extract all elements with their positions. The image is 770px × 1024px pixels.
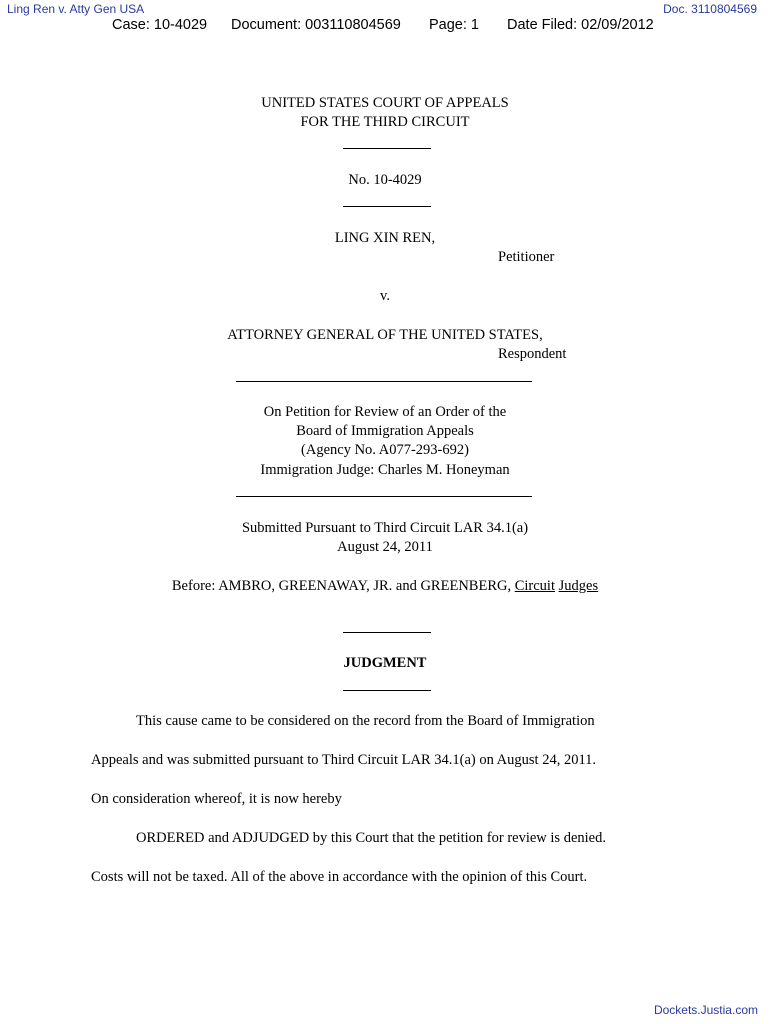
divider-rule	[343, 632, 431, 633]
panel-judges-title: Judges	[558, 578, 599, 594]
panel-judges-names: Before: AMBRO, GREENAWAY, JR. and GREENBERG,	[171, 578, 515, 594]
petition-line-1: On Petition for Review of an Order of the	[263, 404, 507, 420]
header-document-number: Document: 003110804569	[231, 17, 401, 33]
case-title-link[interactable]: Ling Ren v. Atty Gen USA	[7, 2, 145, 16]
header-case-number: Case: 10-4029	[112, 17, 208, 33]
versus: v.	[380, 288, 390, 304]
immigration-judge: Immigration Judge: Charles M. Honeyman	[260, 462, 510, 478]
divider-rule	[236, 381, 532, 382]
petitioner-name: LING XIN REN,	[334, 230, 436, 246]
respondent-name: ATTORNEY GENERAL OF THE UNITED STATES,	[227, 327, 543, 343]
divider-rule	[343, 206, 431, 207]
body-line-3: On consideration whereof, it is now hereby	[91, 791, 342, 807]
docket-number: No. 10-4029	[348, 172, 422, 188]
body-line-1: This cause came to be considered on the record from the Board of Immigration	[136, 713, 595, 729]
header-page-number: Page: 1	[429, 17, 479, 33]
costs-line: Costs will not be taxed. All of the above in accordance with the opinion of this Court.	[91, 869, 588, 885]
divider-rule	[343, 148, 431, 149]
document-number-link[interactable]: Doc. 3110804569	[663, 2, 757, 16]
court-name-line-2: FOR THE THIRD CIRCUIT	[300, 114, 470, 130]
agency-number: (Agency No. A077-293-692)	[301, 442, 469, 458]
header-date-filed: Date Filed: 02/09/2012	[507, 17, 654, 33]
submission-date: August 24, 2011	[337, 539, 433, 555]
dockets-justia-link[interactable]: Dockets.Justia.com	[653, 1003, 758, 1017]
respondent-role: Respondent	[498, 346, 567, 362]
panel-judges	[0, 577, 770, 597]
divider-rule	[343, 690, 431, 691]
court-name-line-1: UNITED STATES COURT OF APPEALS	[261, 95, 509, 111]
submission-line: Submitted Pursuant to Third Circuit LAR 34.1(a)	[241, 520, 529, 536]
panel-circuit: Circuit	[514, 578, 555, 594]
order-line: ORDERED and ADJUDGED by this Court that the petition for review is denied.	[136, 830, 606, 846]
body-line-2: Appeals and was submitted pursuant to Third Circuit LAR 34.1(a) on August 24, 2011.	[91, 752, 597, 768]
divider-rule	[236, 496, 532, 497]
judgment-title: JUDGMENT	[343, 655, 427, 671]
petition-line-2: Board of Immigration Appeals	[296, 423, 474, 439]
petitioner-role: Petitioner	[498, 249, 555, 265]
